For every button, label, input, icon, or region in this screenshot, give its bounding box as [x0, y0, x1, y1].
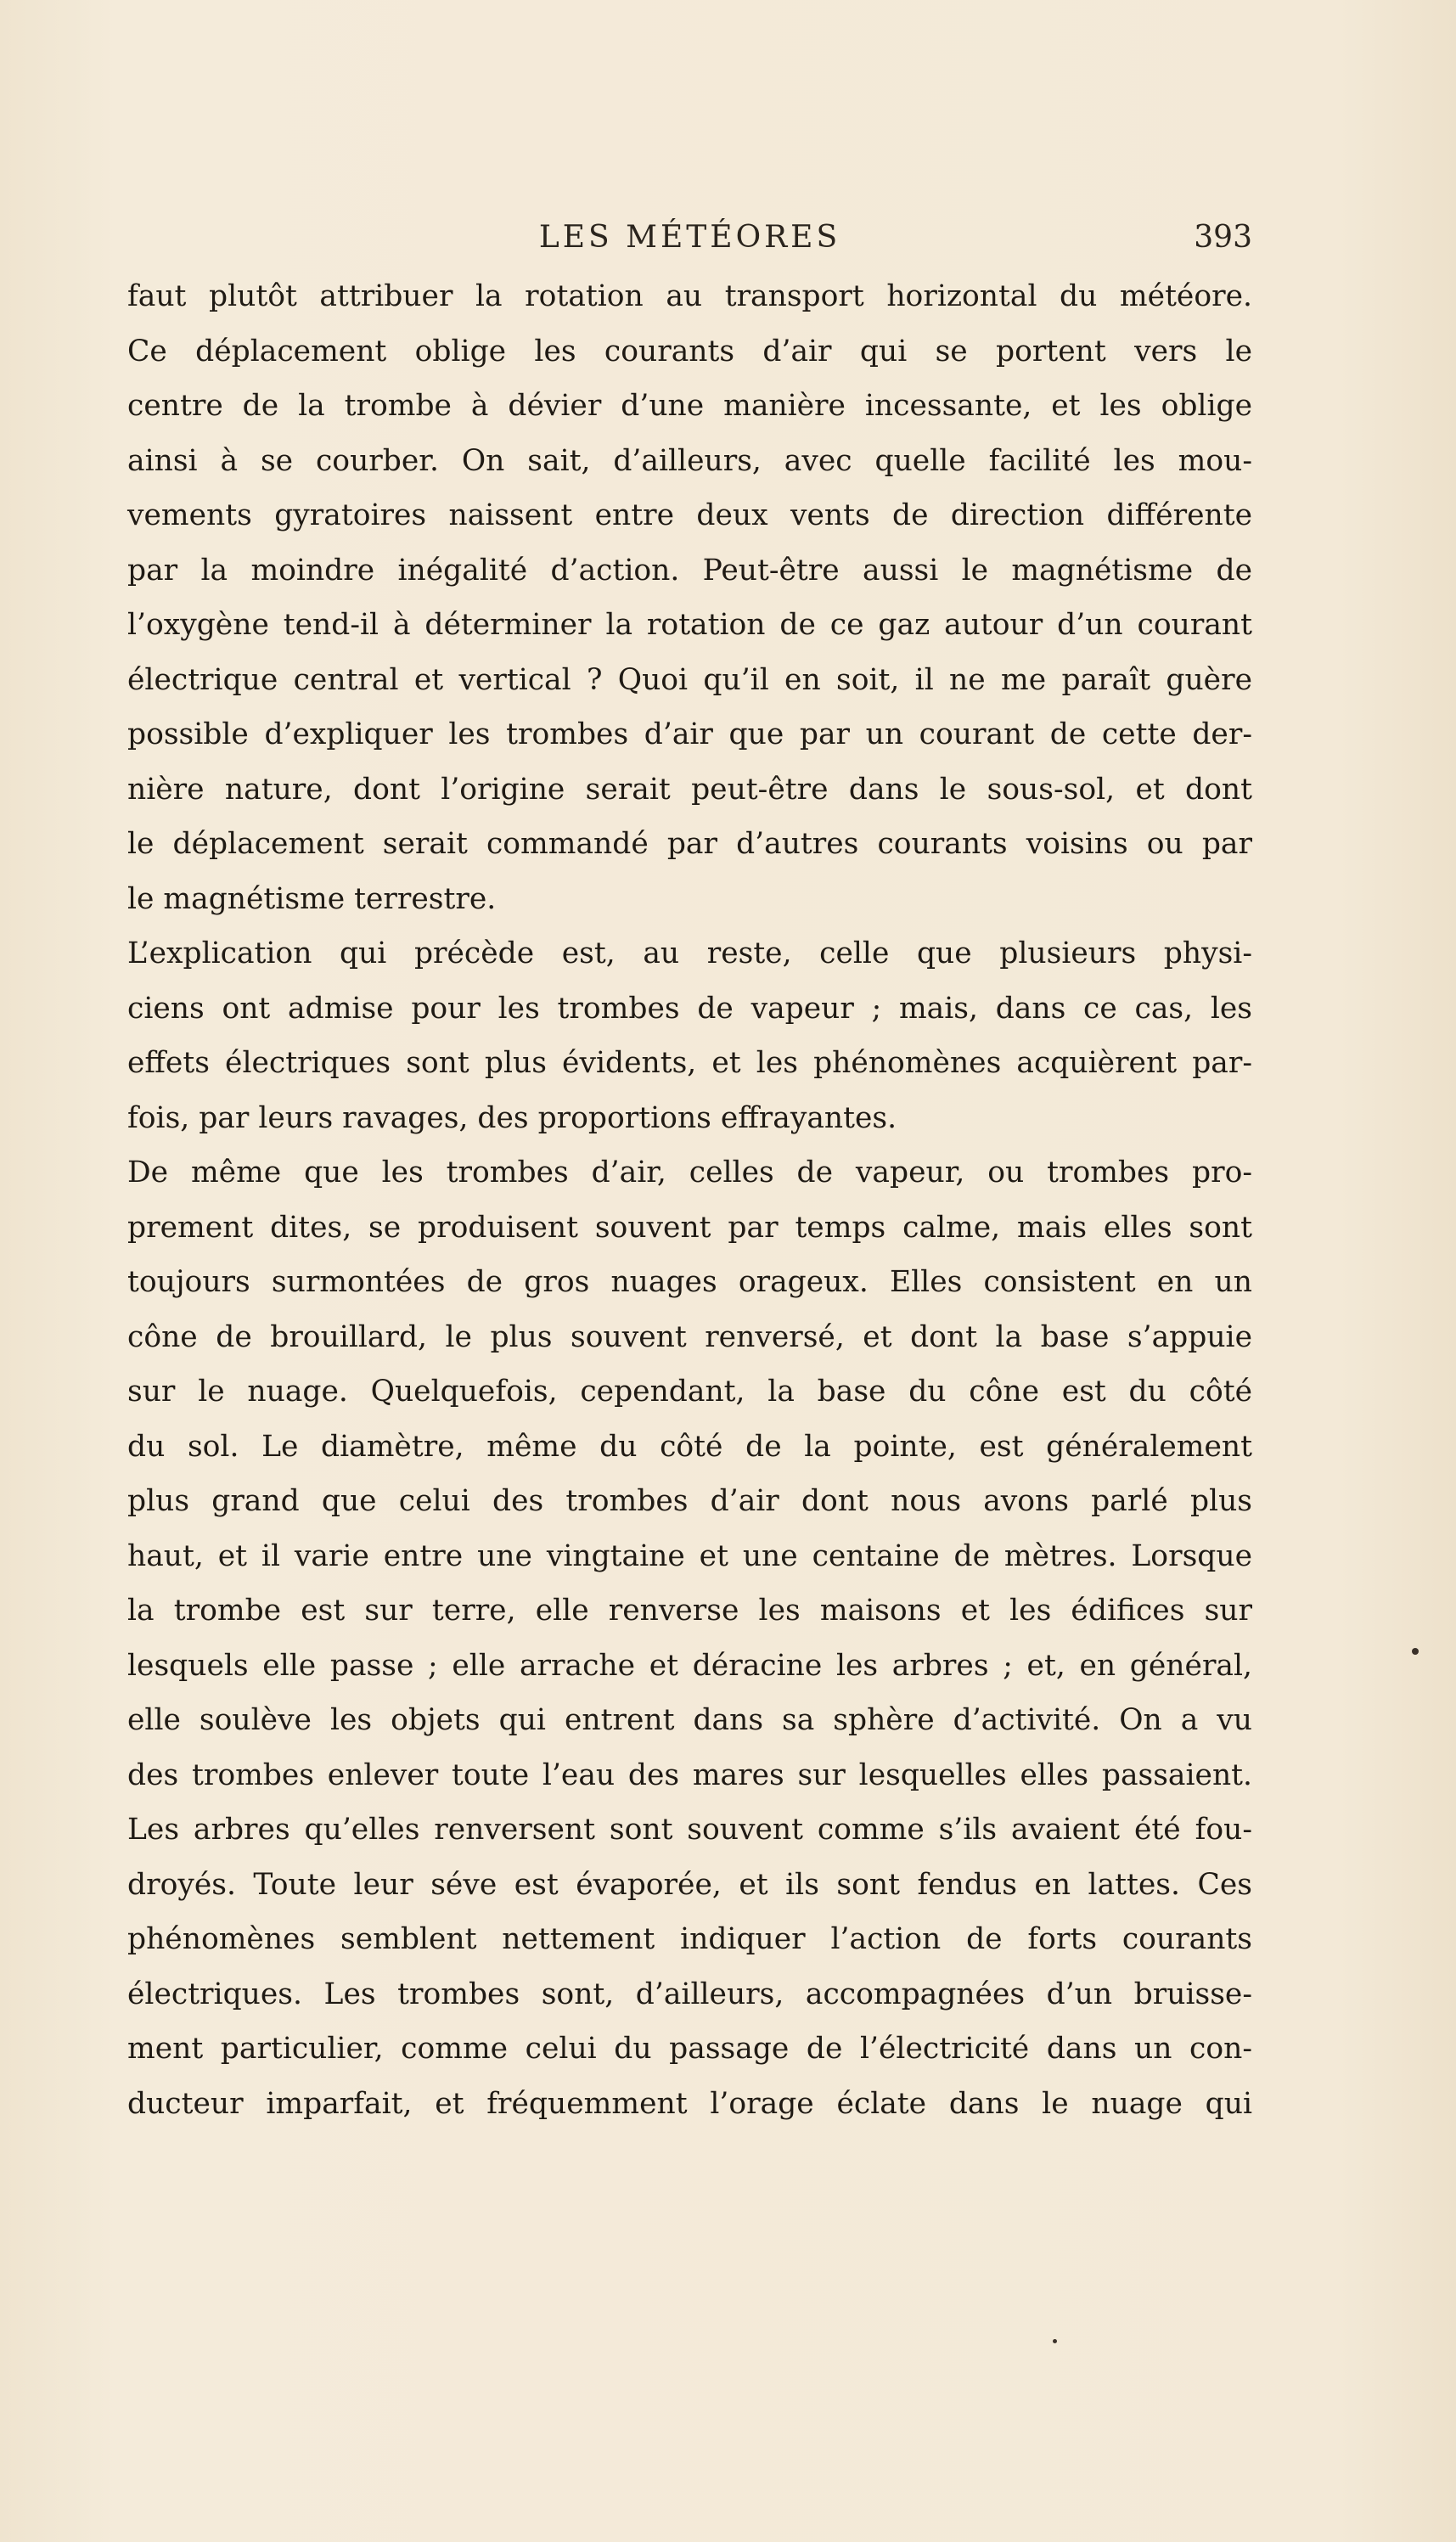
ink-speck [1412, 1648, 1419, 1655]
text-line: le magnétisme terrestre. [127, 881, 497, 916]
text-line: l’oxygène tend-il à déterminer la rotation de ce gaz autour d’un courant [127, 608, 1252, 642]
text-line: ducteur imparfait, et fréquemment l’orage éclate dans le nuage qui [127, 2086, 1252, 2121]
text-line: Les arbres qu’elles renversent sont souvent comme s’ils avaient été fou- [127, 1813, 1252, 1847]
text-line: lesquels elle passe ; elle arrache et déracine les arbres ; et, en général, [127, 1648, 1252, 1683]
text-line: la trombe est sur terre, elle renverse les maisons et les édifices sur [127, 1594, 1252, 1628]
ink-speck [1053, 2339, 1057, 2343]
text-line: prement dites, se produisent souvent par temps calme, mais elles sont [127, 1210, 1252, 1245]
text-line: faut plutôt attribuer la rotation au transport horizontal du météore. [127, 279, 1252, 313]
text-line: phénomènes semblent nettement indiquer l’action de forts courants [127, 1922, 1252, 1956]
text-line: L’explication qui précède est, au reste, celle que plusieurs physi- [127, 936, 1252, 970]
text-line: électriques. Les trombes sont, d’ailleurs, accompagnées d’un bruisse- [127, 1977, 1252, 2011]
text-line: ainsi à se courber. On sait, d’ailleurs, avec quelle facilité les mou- [127, 443, 1252, 478]
text-line: centre de la trombe à dévier d’une manière incessante, et les oblige [127, 389, 1252, 423]
page-header [127, 214, 1252, 262]
page-number: 393 [1194, 220, 1252, 255]
text-line: cône de brouillard, le plus souvent renversé, et dont la base s’appuie [127, 1319, 1252, 1354]
body-text [127, 269, 1252, 2131]
text-line: plus grand que celui des trombes d’air dont nous avons parlé plus [127, 1484, 1252, 1518]
text-line: vements gyratoires naissent entre deux vents de direction différente [127, 498, 1252, 532]
text-line: Ce déplacement oblige les courants d’air qui se portent vers le [127, 334, 1252, 368]
text-line: fois, par leurs ravages, des proportions effrayantes. [127, 1100, 897, 1135]
text-line: électrique central et vertical ? Quoi qu’il en soit, il ne me paraît guère [127, 662, 1252, 697]
text-line: ment particulier, comme celui du passage de l’électricité dans un con- [127, 2032, 1252, 2066]
text-line: possible d’expliquer les trombes d’air que par un courant de cette der- [127, 717, 1252, 751]
text-line: le déplacement serait commandé par d’autres courants voisins ou par [127, 827, 1252, 861]
text-line: De même que les trombes d’air, celles de vapeur, ou trombes pro- [127, 1156, 1252, 1189]
text-line: ciens ont admise pour les trombes de vapeur ; mais, dans ce cas, les [127, 991, 1252, 1026]
text-line: elle soulève les objets qui entrent dans sa sphère d’activité. On a vu [127, 1703, 1252, 1737]
text-line: des trombes enlever toute l’eau des mares sur lesquelles elles passaient. [127, 1757, 1252, 1792]
text-line: effets électriques sont plus évidents, et les phénomènes acquièrent par- [127, 1046, 1252, 1080]
text-line: nière nature, dont l’origine serait peut-être dans le sous-sol, et dont [127, 772, 1252, 807]
text-line: droyés. Toute leur séve est évaporée, et ils sont fendus en lattes. Ces [127, 1867, 1252, 1902]
text-line: par la moindre inégalité d’action. Peut-être aussi le magnétisme de [127, 553, 1252, 588]
text-line: sur le nuage. Quelquefois, cependant, la base du cône est du côté [127, 1375, 1252, 1409]
text-line: toujours surmontées de gros nuages orageux. Elles consistent en un [127, 1265, 1252, 1299]
text-line: du sol. Le diamètre, même du côté de la pointe, est généralement [127, 1429, 1252, 1464]
text-line: haut, et il varie entre une vingtaine et une centaine de mètres. Lorsque [127, 1538, 1252, 1573]
running-title: LES MÉTÉORES [538, 220, 841, 255]
